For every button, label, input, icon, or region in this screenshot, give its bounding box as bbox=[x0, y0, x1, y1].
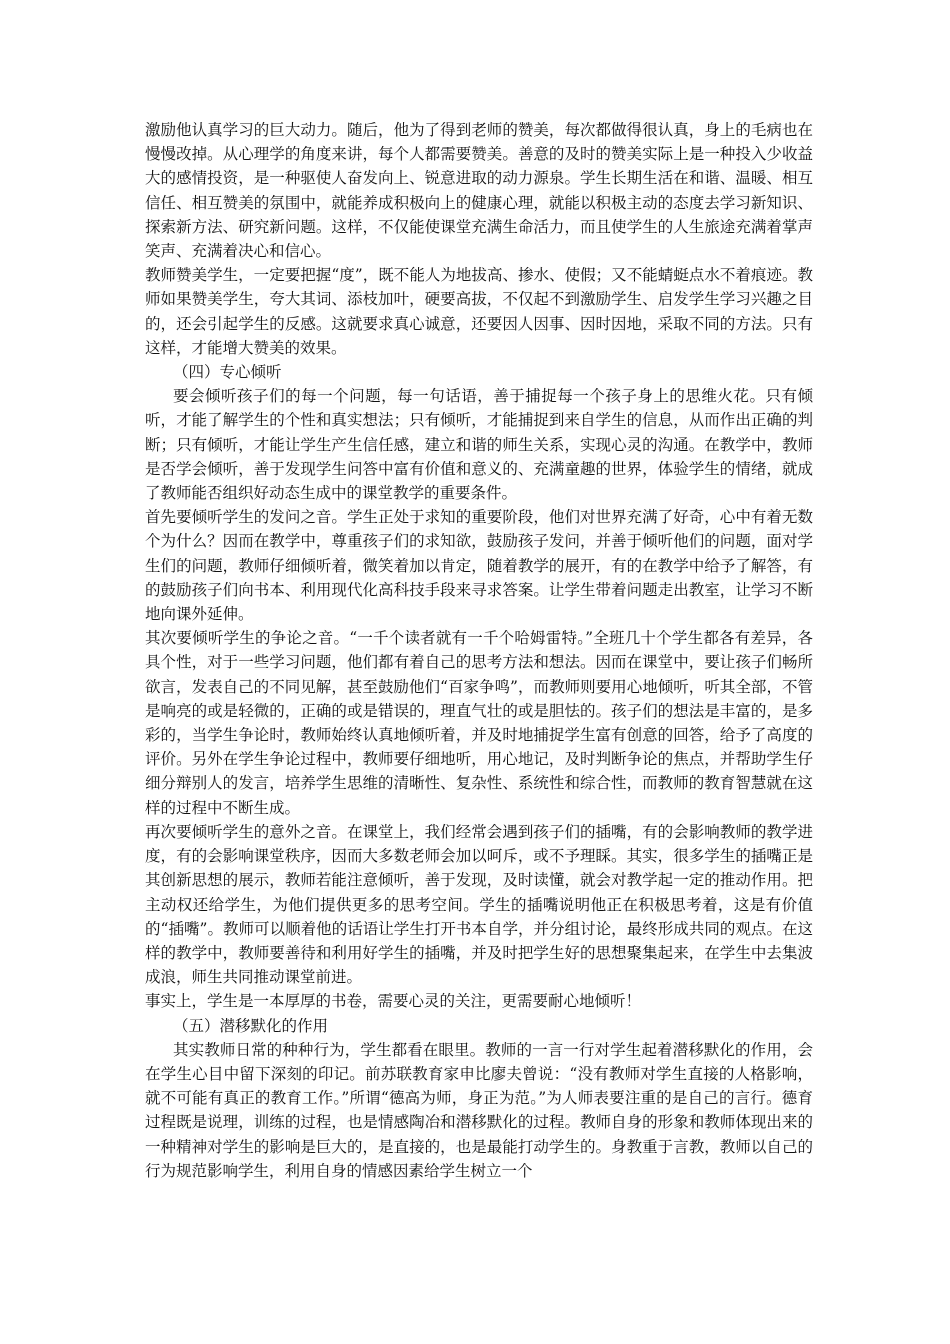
paragraph-influence: 其实教师日常的种种行为，学生都看在眼里。教师的一言一行对学生起着潜移默化的作用，会在学生心目中留下深刻的印记。前苏联教育家申比廖夫曾说：“没有教师对学生直接的人格影响，就不可能有真正的教育工作。”所谓“德高为师，身正为范。”为人师表要注重的是自己的言行。德育过程既是说理，训练的过程，也是情感陶冶和潜移默化的过程。教师自身的形象和教师体现出来的一种精神对学生的影响是巨大的，是直接的，也是最能打动学生的。身教重于言教，教师以自己的行为规范影响学生，利用自身的情感因素给学生树立一个 bbox=[145, 1040, 813, 1180]
paragraph-listen-debate: 其次要倾听学生的争论之音。“一千个读者就有一千个哈姆雷特。”全班几十个学生都各有差异，各具个性，对于一些学习问题，他们都有着自己的思考方法和想法。因而在课堂中，要让孩子们畅所欲言，发表自己的不同见解，甚至鼓励他们“百家争鸣”，而教师则要用心地倾听，听其全部，不管是响亮的或是轻微的，正确的或是错误的，理直气壮的或是胆怯的。孩子们的想法是丰富的，是多彩的，当学生争论时，教师始终认真地倾听着，并及时地捕捉学生富有创意的回答，给予了高度的评价。另外在学生争论过程中，教师要仔细地听，用心地记，及时判断争论的焦点，并帮助学生仔细分辩别人的发言，培养学生思维的清晰性、复杂性、系统性和综合性，而教师的教育智慧就在这样的过程中不断生成。 bbox=[145, 629, 813, 817]
paragraph-listen-conclusion: 事实上，学生是一本厚厚的书卷，需要心灵的关注，更需要耐心地倾听！ bbox=[145, 992, 642, 1011]
section-heading-influence: （五）潜移默化的作用 bbox=[173, 1016, 329, 1035]
paragraph-listen-intro: 要会倾听孩子们的每一个问题，每一句话语，善于捕捉每一个孩子身上的思维火花。只有倾听，才能了解学生的个性和真实想法；只有倾听，才能捕捉到来自学生的信息，从而作出正确的判断；只有倾听，才能让学生产生信任感，建立和谐的师生关系，实现心灵的沟通。在教学中，教师是否学会倾听，善于发现学生问答中富有价值和意义的、充满童趣的世界，体验学生的情绪，就成了教师能否组织好动态生成中的课堂教学的重要条件。 bbox=[145, 387, 813, 503]
paragraph-listen-interruptions: 再次要倾听学生的意外之音。在课堂上，我们经常会遇到孩子们的插嘴，有的会影响教师的教学进度，有的会影响课堂秩序，因而大多数老师会加以呵斥，或不予理睬。其实，很多学生的插嘴正是其创新思想的展示，教师若能注意倾听，善于发现，及时读懂，就会对教学起一定的推动作用。把主动权还给学生，为他们提供更多的思考空间。学生的插嘴说明他正在积极思考着，这是有价值的“插嘴”。教师可以顺着他的话语让学生打开书本自学，并分组讨论，最终形成共同的观点。在这样的教学中，教师要善待和利用好学生的插嘴，并及时把学生好的思想聚集起来，在学生中去集波成浪，师生共同推动课堂前进。 bbox=[145, 822, 813, 987]
paragraph-listen-questions: 首先要倾听学生的发问之音。学生正处于求知的重要阶段，他们对世界充满了好奇，心中有着无数个为什么？因而在教学中，尊重孩子们的求知欲，鼓励孩子发问，并善于倾听他们的问题，面对学生们的问题，教师仔细倾听着，微笑着加以肯定，随着教学的展开，有的在教学中给予了解答，有的鼓励孩子们向书本、利用现代化高科技手段来寻求答案。让学生带着问题走出教室，让学习不断地向课外延伸。 bbox=[145, 508, 813, 624]
section-heading-listen: （四）专心倾听 bbox=[173, 363, 282, 382]
document-page bbox=[145, 118, 813, 1183]
paragraph-praise-effect: 激励他认真学习的巨大动力。随后，他为了得到老师的赞美，每次都做得很认真，身上的毛病也在慢慢改掉。从心理学的角度来讲，每个人都需要赞美。善意的及时的赞美实际上是一种投入少收益大的感情投资，是一种驱使人奋发向上、锐意进取的动力源泉。学生长期生活在和谐、温暖、相互信任、相互赞美的氛围中，就能养成积极向上的健康心理，就能以积极主动的态度去学习新知识、探索新方法、研究新问题。这样，不仅能使课堂充满生命活力，而且使学生的人生旅途充满着掌声笑声、充满着决心和信心。 bbox=[145, 121, 813, 261]
paragraph-praise-degree: 教师赞美学生，一定要把握“度”，既不能人为地拔高、掺水、使假；又不能蜻蜓点水不着痕迹。教师如果赞美学生，夸大其词、添枝加叶，硬要高拔，不仅起不到激励学生、启发学生学习兴趣之目的，还会引起学生的反感。这就要求真心诚意，还要因人因事、因时因地，采取不同的方法。只有这样，才能增大赞美的效果。 bbox=[145, 266, 813, 357]
